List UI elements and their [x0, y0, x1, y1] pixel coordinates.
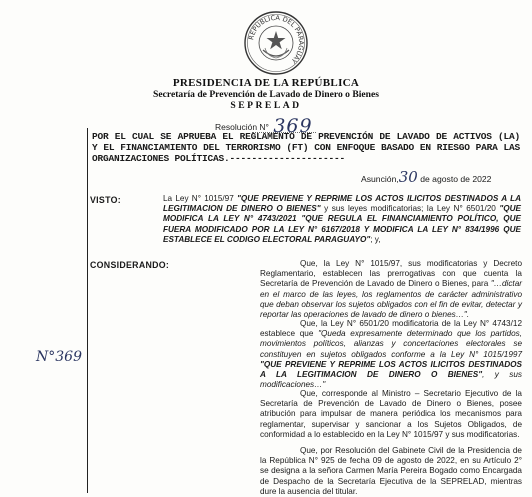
- considerando-paragraph-1: [260, 259, 522, 320]
- visto-law-title: "QUE PREVIENE Y REPRIME LOS ACTOS ILICITOS DESTINADOS A LA LEGITIMACION DE DINERO O BIENES": [163, 194, 521, 214]
- national-seal-icon: [243, 10, 309, 76]
- considerando-paragraph-2: [260, 319, 522, 390]
- paragraph-quote: , y sus modificaciones…": [260, 370, 522, 390]
- resolution-label: Resolución N°: [215, 122, 269, 132]
- considerando-paragraph-4: Que, por Resolución del Gabinete Civil de la Presidencia de la República N° 925 de fecha 09 de agosto de 2022, en su Artículo 2° se designa a la señora Carmen María Pereira Bogado como Encargada de Despacho de la Secretaría Ejecutiva de la SEPRELAD, mientras dure la ausencia del titular.: [260, 446, 522, 496]
- secretariat-name: Secretaría de Prevención de Lavado de Dinero o Bienes: [153, 89, 379, 100]
- resolution-number-handwritten: 369: [273, 115, 313, 137]
- paragraph-text: Que, la Ley N° 1015/97, sus modificatorias y Decreto Reglamentario, establecen las prerrogativas con que cuenta la Secretaría de Prevención de Lavado de Dinero o Bienes, para: [260, 259, 522, 289]
- visto-label: VISTO:: [90, 195, 121, 205]
- visto-law-title: "QUE MODIFICA LA LEY N° 4743/2021 "QUE REGULA EL FINANCIAMIENTO POLÍTICO, QUE FUERA MODIFICADO POR LA LEY N° 6167/2018 Y MODIFICA LA LEY N° 834/1996 QUE ESTABLECE EL CODIGO ELECTORAL PARAGUAYO": [163, 204, 521, 244]
- date-suffix: de agosto de 2022: [420, 174, 492, 184]
- visto-text-part: La Ley N° 1015/97: [163, 194, 238, 203]
- date-day-handwritten: 30: [398, 168, 418, 186]
- visto-text-part: ; y,: [370, 234, 381, 244]
- paragraph-quote: "Queda expresamente determinado que los partidos, movimientos políticos, alianzas y concertaciones electorales se constituyen en sujetos obligados conforme a la Ley N° 1015/1997: [260, 329, 522, 359]
- resolution-title: POR EL CUAL SE APRUEBA EL REGLAMENTO DE PREVENCIÓN DE LAVADO DE ACTIVOS (LA) Y EL FINANCIAMIENTO DEL TERRORISMO (FT) CON ENFOQUE BASADO EN RIESGO PARA LAS ORGANIZACIONES POLÍTICAS.---------------------: [92, 131, 520, 165]
- margin-handwritten-number: N°369: [36, 349, 82, 365]
- date-line: [361, 168, 491, 186]
- considerando-label: CONSIDERANDO:: [90, 260, 170, 270]
- institution-name: PRESIDENCIA DE LA REPÚBLICA: [172, 77, 360, 89]
- paragraph-text: Que, la Ley N° 6501/20 modificatoria de la Ley N° 4743/12 establece que: [260, 319, 522, 339]
- date-prefix: Asunción,: [361, 174, 399, 184]
- visto-text-part: y sus leyes modificatorias; la Ley N° 6501/20: [320, 204, 500, 214]
- secretariat-acronym: SEPRELAD: [230, 100, 302, 111]
- left-margin-rule: [87, 128, 88, 493]
- paragraph-law-title: "QUE PREVIENE Y REPRIME LOS ACTOS ILICITOS DESTINADOS A LA LEGITIMACION DE DINERO O BIENES": [260, 359, 522, 380]
- visto-text: [163, 194, 521, 245]
- paragraph-quote: "…dictar en el marco de las leyes, los reglamentos de carácter administrativo que deban observar los sujetos obligados con el fin de evitar, detectar y reportar las operaciones de lavado de dinero o bienes…".: [260, 279, 522, 320]
- considerando-paragraph-3: Que, corresponde al Ministro – Secretario Ejecutivo de la Secretaría de Prevención de Lavado de Dinero o Bienes, posee atribución para impulsar de manera periódica los mecanismos para reglamentar, supervisar y sancionar a los Sujetos Obligados, de conformidad a lo establecido en la Ley N° 1015/97 y sus modificatorias.: [260, 389, 522, 439]
- seal-ring-text: REPÚBLICA DEL PARAGUAY: [247, 13, 306, 65]
